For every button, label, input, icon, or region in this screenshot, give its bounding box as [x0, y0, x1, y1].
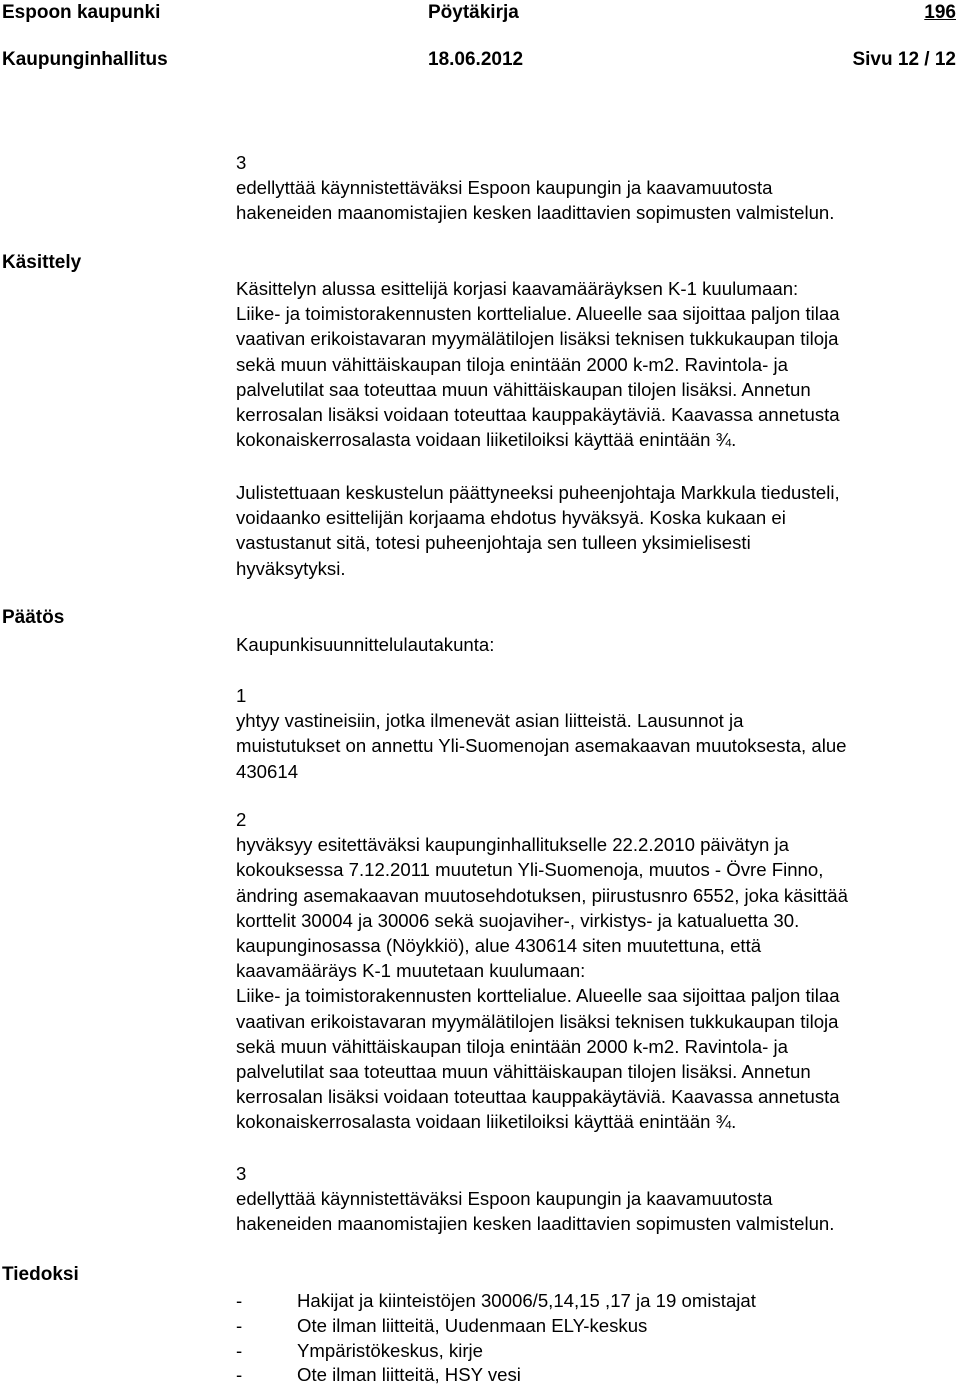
- text-line: kaavamääräys K-1 muutetaan kuulumaan:: [236, 960, 586, 982]
- text-line: voidaanko esittelijän korjaama ehdotus hyväksyä. Koska kukaan ei: [236, 507, 786, 529]
- list-item: [236, 1314, 756, 1339]
- list-bullet: -: [236, 1339, 243, 1361]
- text-line: kokonaiskerrosalasta voidaan liiketiloiksi käyttää enintään ¾.: [236, 429, 737, 451]
- list-item-text: Ote ilman liitteitä, Uudenmaan ELY-keskus: [297, 1314, 648, 1336]
- org-name: Espoon kaupunki: [2, 2, 161, 23]
- text-line: hyväksyy esitettäväksi kaupunginhallitukselle 22.2.2010 päivätyn ja: [236, 834, 789, 856]
- item-number: 3: [236, 1163, 247, 1184]
- list-item-text: Ote ilman liitteitä, HSY vesi: [297, 1364, 521, 1386]
- text-line: hakeneiden maanomistajien kesken laadittavien sopimusten valmistelun.: [236, 1213, 835, 1235]
- list-item-text: Hakijat ja kiinteistöjen 30006/5,14,15 ,17 ja 19 omistajat: [297, 1290, 756, 1311]
- text-line: Käsittelyn alussa esittelijä korjasi kaavamääräyksen K-1 kuulumaan:: [236, 278, 799, 299]
- text-line: Julistettuaan keskustelun päättyneeksi puheenjohtaja Markkula tiedusteli,: [236, 482, 840, 503]
- text-line: yhtyy vastineisiin, jotka ilmenevät asian liitteistä. Lausunnot ja: [236, 710, 744, 732]
- item-number: 2: [236, 809, 247, 830]
- list-item: [236, 1363, 756, 1388]
- text-line: kokonaiskerrosalasta voidaan liiketiloiksi käyttää enintään ¾.: [236, 1111, 737, 1133]
- list-item: [236, 1289, 756, 1314]
- kasittely-paragraph-2: [236, 480, 958, 581]
- document-type: Pöytäkirja: [428, 2, 519, 23]
- list-bullet: -: [236, 1364, 243, 1386]
- text-line: muistutukset on annettu Yli-Suomenojan asemakaavan muutoksesta, alue: [236, 735, 847, 757]
- text-line: ändring asemakaavan muutosehdotuksen, piirustusnro 6552, joka käsittää: [236, 884, 848, 906]
- list-item-text: Ympäristökeskus, kirje: [297, 1339, 483, 1361]
- intro-line: edellyttää käynnistettäväksi Espoon kaupungin ja kaavamuutosta: [236, 177, 773, 199]
- text-line: palvelutilat saa toteuttaa muun vähittäiskaupan tilojen lisäksi. Annetun: [236, 1061, 811, 1083]
- intro-number: 3: [236, 152, 247, 173]
- item-number: 1: [236, 685, 247, 706]
- section-label-paatos: Päätös: [2, 607, 65, 628]
- section-number: 196: [924, 2, 956, 23]
- paatos-item-1: [236, 683, 958, 784]
- text-line: korttelit 30004 ja 30006 sekä suojaviher-, virkistys- ja katualuetta 30.: [236, 909, 800, 931]
- text-line: sekä muun vähittäiskaupan tiloja enintään 2000 k-m2. Ravintola- ja: [236, 1035, 788, 1057]
- paatos-item-3: [236, 1161, 958, 1237]
- text-line: Liike- ja toimistorakennusten korttelialue. Alueelle saa sijoittaa paljon tilaa: [236, 303, 840, 325]
- intro-line: hakeneiden maanomistajien kesken laadittavien sopimusten valmistelun.: [236, 202, 835, 224]
- list-item: [236, 1339, 756, 1364]
- distribution-list: [236, 1289, 756, 1388]
- text-line: vaativan erikoistavaran myymälätilojen lisäksi teknisen tukkukaupan tiloja: [236, 328, 839, 350]
- text-line: kerrosalan lisäksi voidaan toteuttaa kauppakäytäviä. Kaavassa annetusta: [236, 404, 840, 426]
- text-line: kerrosalan lisäksi voidaan toteuttaa kauppakäytäviä. Kaavassa annetusta: [236, 1086, 840, 1108]
- section-label-kasittely: Käsittely: [2, 252, 82, 273]
- text-line: sekä muun vähittäiskaupan tiloja enintään 2000 k-m2. Ravintola- ja: [236, 353, 788, 375]
- text-line: palvelutilat saa toteuttaa muun vähittäiskaupan tilojen lisäksi. Annetun: [236, 378, 811, 400]
- kasittely-paragraph-1: [236, 276, 958, 452]
- intro-block: [236, 150, 958, 226]
- text-line: kokouksessa 7.12.2011 muutetun Yli-Suomenoja, muutos - Övre Finno,: [236, 859, 824, 881]
- text-line: vastustanut sitä, totesi puheenjohtaja sen tulleen yksimielisesti: [236, 532, 751, 554]
- text-line: edellyttää käynnistettäväksi Espoon kaupungin ja kaavamuutosta: [236, 1188, 773, 1210]
- text-line: kaupunginosassa (Nöykkiö), alue 430614 siten muutettuna, että: [236, 935, 762, 957]
- text-line: vaativan erikoistavaran myymälätilojen lisäksi teknisen tukkukaupan tiloja: [236, 1010, 839, 1032]
- page-number: Sivu 12 / 12: [852, 49, 956, 70]
- text-line: hyväksytyksi.: [236, 557, 346, 579]
- meeting-date: 18.06.2012: [428, 49, 524, 70]
- list-bullet: -: [236, 1314, 243, 1336]
- paatos-heading: Kaupunkisuunnittelulautakunta:: [236, 634, 495, 655]
- text-line: Liike- ja toimistorakennusten korttelialue. Alueelle saa sijoittaa paljon tilaa: [236, 985, 840, 1007]
- section-label-tiedoksi: Tiedoksi: [2, 1264, 79, 1285]
- text-line: 430614: [236, 760, 299, 782]
- governing-body: Kaupunginhallitus: [2, 49, 168, 70]
- paatos-item-2: [236, 807, 958, 1135]
- list-bullet: -: [236, 1290, 243, 1311]
